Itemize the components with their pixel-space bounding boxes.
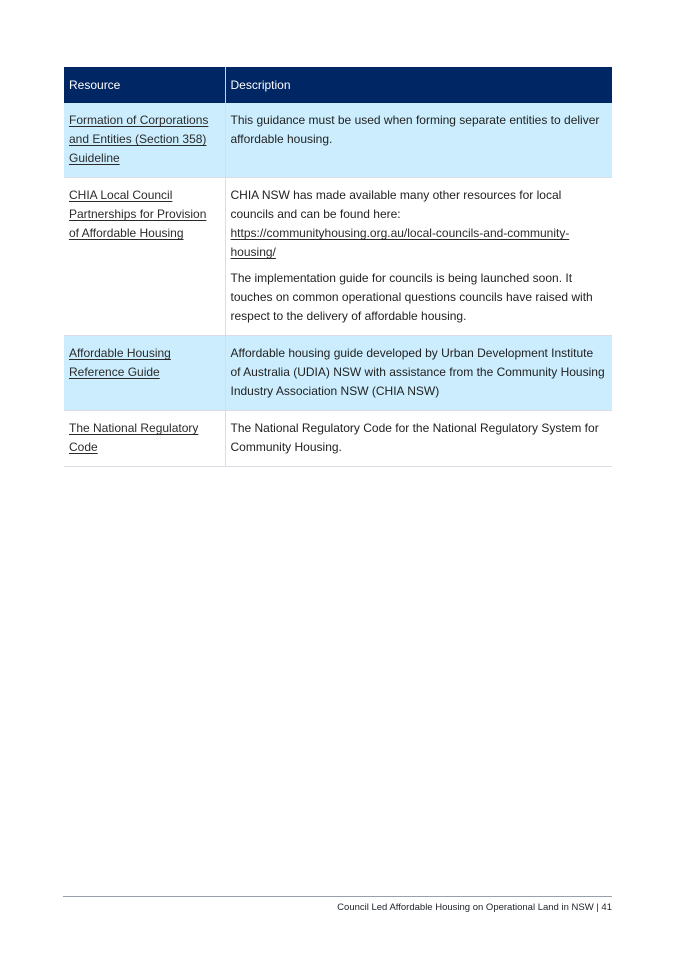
description-cell (225, 178, 612, 336)
chia-url-link[interactable]: https://communityhousing.org.au/local-councils-and-community-housing/ (230, 226, 570, 259)
resource-link-regulatory-code[interactable]: The National Regulatory Code (69, 421, 199, 454)
resources-table (64, 67, 612, 467)
description-cell (225, 103, 612, 178)
footer-separator: | (593, 902, 602, 913)
description-text: The National Regulatory Code for the National Regulatory System for Community Housing. (230, 421, 599, 454)
resource-cell (64, 103, 225, 178)
description-cell (225, 411, 612, 467)
description-text: Affordable housing guide developed by Urban Development Institute of Australia (UDIA) NSW with assistance from the Community Housing Industry Association NSW (CHIA NSW) (230, 346, 605, 398)
description-paragraph (231, 186, 607, 262)
footer-title: Council Led Affordable Housing on Operational Land in NSW (337, 902, 594, 913)
resource-cell (64, 336, 225, 411)
footer-divider (63, 896, 612, 897)
table-row (64, 103, 612, 178)
description-text: CHIA NSW has made available many other resources for local councils and can be found here: (230, 188, 562, 221)
resource-link-reference-guide[interactable]: Affordable Housing Reference Guide (69, 346, 171, 379)
resource-link-formation-guideline[interactable]: Formation of Corporations and Entities (Section 358) Guideline (69, 113, 209, 165)
table-row (64, 336, 612, 411)
header-description: Description (225, 67, 612, 103)
header-resource: Resource (64, 67, 225, 103)
resource-cell (64, 178, 225, 336)
page-footer (337, 902, 612, 913)
description-text: This guidance must be used when forming separate entities to deliver affordable housing. (230, 113, 600, 146)
resource-link-chia-partnerships[interactable]: CHIA Local Council Partnerships for Provision of Affordable Housing (69, 188, 207, 240)
description-text: The implementation guide for councils is being launched soon. It touches on common operational questions councils have raised with respect to the delivery of affordable housing. (230, 271, 593, 323)
page-number: 41 (601, 902, 612, 913)
table-row (64, 178, 612, 336)
table-row (64, 411, 612, 467)
resource-cell (64, 411, 225, 467)
table-header-row (64, 67, 612, 103)
description-cell (225, 336, 612, 411)
